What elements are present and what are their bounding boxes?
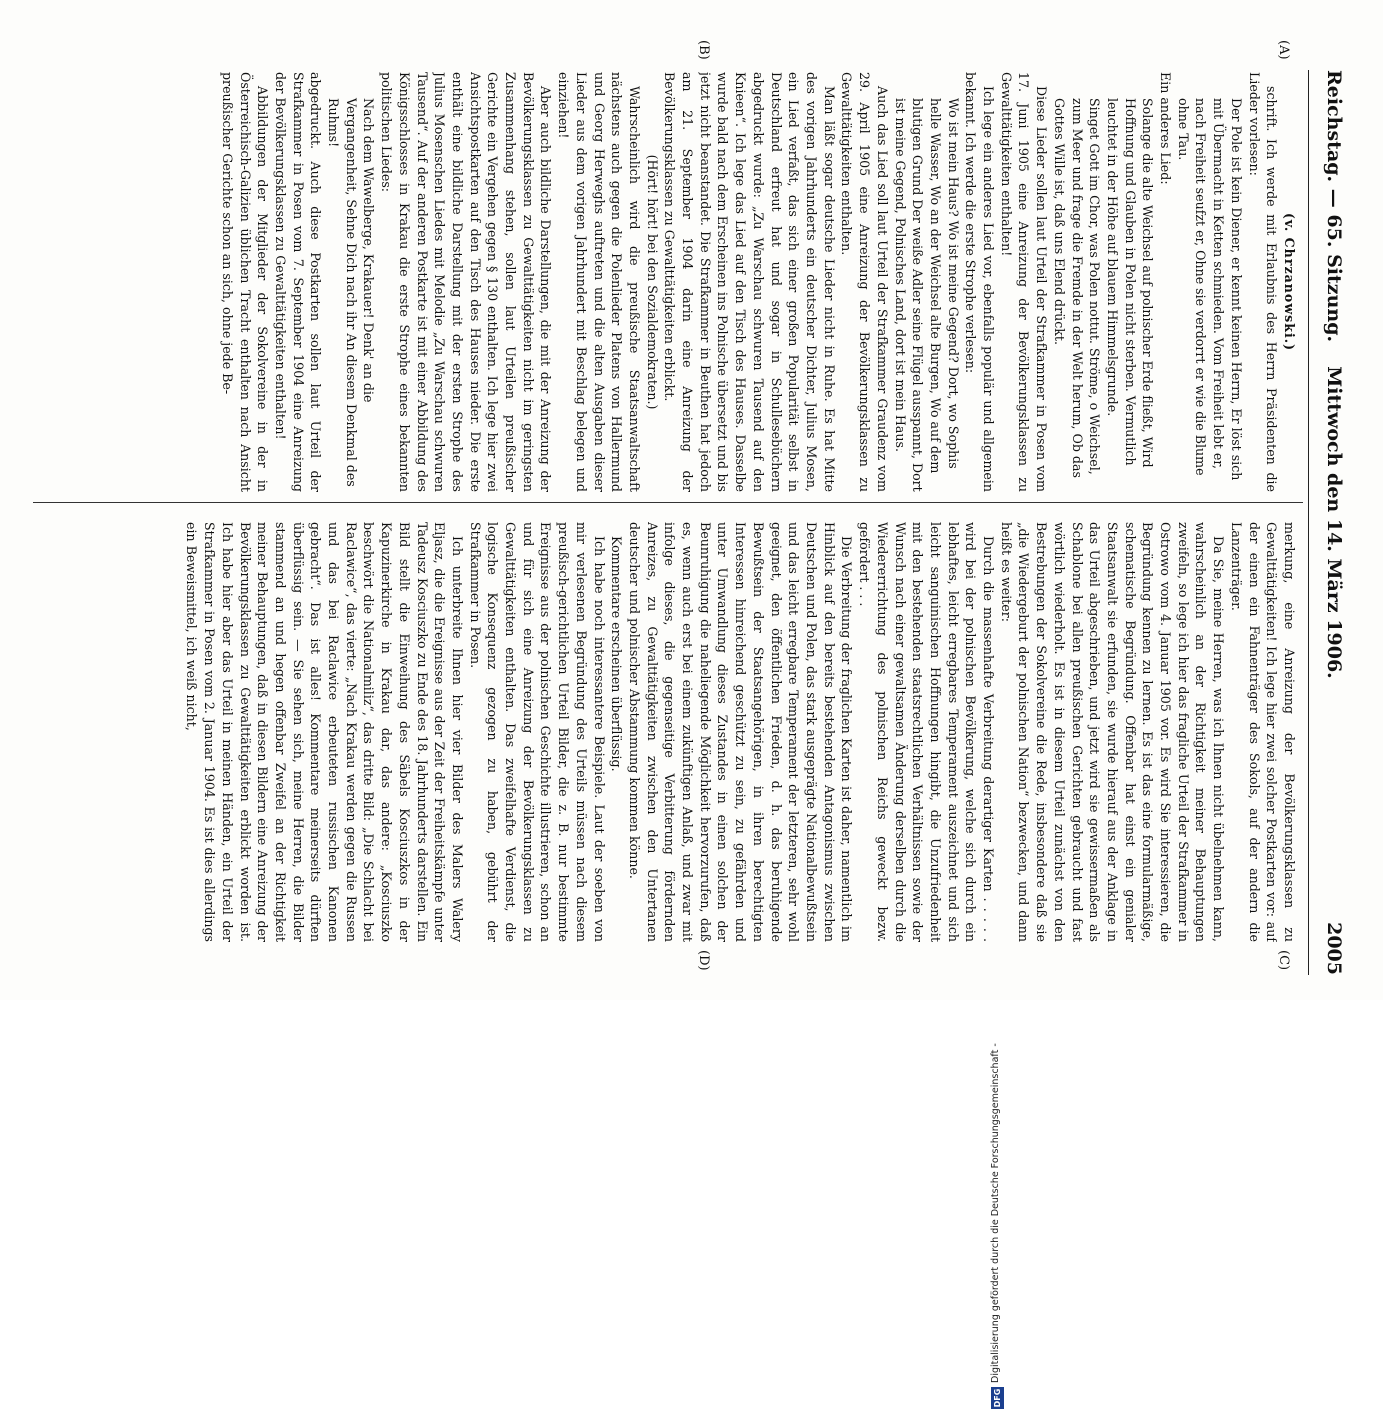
- paragraph: Auch das Lied soll laut Urteil der Strafkammer Graudenz vom 29. April 1905 eine Anreizung der Bevölkerungsklassen zu Gewalttätigkeiten enthalten.: [839, 72, 890, 492]
- paragraph: abgedruckt. Auch diese Postkarten sollen laut Urteil der Strafkammer in Posen vom 7. September 1904 eine Anreizung der Bevölkerungsklassen zu Gewalttätigkeiten enthalten!: [272, 72, 324, 492]
- paragraph: Die Verbreitung der fraglichen Karten ist daher, namentlich im Hinblick auf den bereits bestehenden Antagonismus zwischen Deutschen und Polen, das stark ausgeprägte Nationalbewußtsein und das leicht erregbare Temperament der letzteren, sehr wohl geeignet, den öffentlichen Frieden, d. h. das beruhigende Bewußtsein der Staatsangehörigen, in ihren berechtigten Interessen hinreichend geschützt zu sein, zu gefährden und unter Umwandlung dieses Zustandes in einen solchen der Beunruhigung die naheliegende Möglichkeit hervorzurufen, daß es, wenn auch erst bei einem zukünftigen Anlaß, und zwar mit infolge dieses, die gegenseitige Verbitterung fördernden Anreizes, zu Gewalttätigkeiten zwischen den Untertanen deutscher und polnischer Abstammung kommen könne.: [626, 522, 855, 942]
- margin-mark-d: (D): [696, 950, 711, 971]
- verse-block: Nach dem Wawelberge, Krakauer! Denk' an die Vergangenheit, Sehne Dich nach ihr An diesem Denkmal des Ruhms!: [326, 98, 377, 487]
- speaker-name: (v. Chrzanowski.): [1282, 212, 1297, 352]
- column-divider: [33, 502, 1303, 503]
- paragraph: Diese Lieder sollen laut Urteil der Strafkammer in Posen vom 17. Juni 1905 eine Anreizung der Bevölkerungsklassen zu Gewalttätigkeiten enthalten!: [998, 72, 1050, 492]
- paragraph: Ich lege ein anderes Lied vor, ebenfalls populär und allgemein bekannt. Ich werde die erste Strophe verlesen:: [963, 72, 997, 492]
- paragraph: Ich habe noch interessantere Beispiele. Laut der soeben von mir verlesenen Begründung des Urteils müssen nach diesem preußisch-gerichtlichen Urteil Bilder, die z. B. nur bestimmte Ereignisse aus der polnischen Geschichte illustrieren, schon an und für sich eine Anreizung der Bevölkerungsklassen zu Gewalttätigkeiten enthalten. Das zweifelhafte Verdienst, die logische Konsequenz gezogen zu haben, gebührt der Strafkammer in Posen.: [467, 522, 607, 942]
- footer: [990, 683, 1006, 1408]
- paragraph: schrift. Ich werde mit Erlaubnis des Herrn Präsidenten die Lieder vorlesen:: [1246, 72, 1280, 492]
- left-column: [43, 72, 1298, 492]
- paragraph: Aber auch bildliche Darstellungen, die mit der Anreizung der Bevölkerungsklassen zu Gewalttätigkeiten nicht im geringsten Zusammenhang stehen, sollen laut Urteilen preußischer Gerichte ein Vergehen gegen § 130 enthalten. Ich lege hier zwei Ansichtspostkarten auf den Tisch des Hauses nieder. Die erste enthält eine bildliche Darstellung mit der ersten Strophe des Julius Mosenschen Liedes mit Melodie „Zu Warschau schwuren Tausend“. Auf der anderen Postkarte ist mit einer Abbildung des Königsschlosses in Krakau die erste Strophe eines bekannten politischen Liedes:: [379, 72, 554, 492]
- dfg-logo: DFG: [993, 1388, 1002, 1408]
- paragraph: Abbildungen der Mitglieder der Sokolvereine in der in Österreichisch-Galizien üblichen Tracht enthalten nach Ansicht preußischer Gerichte schon an sich, ohne jede Be-: [219, 72, 271, 492]
- paragraph: Kommentare erscheinen überflüssig.: [609, 536, 625, 772]
- header-rule: [1308, 70, 1309, 975]
- paragraph: Ein anderes Lied:: [1158, 72, 1174, 185]
- verse-block: Wo ist mein Haus? Wo ist meine Gegend? Dort, wo Sophis helle Wasser, Wo an der Weichsel alte Burgen, Wo auf dem blutigen Grund Der weiße Adler seine Flügel ausspannt, Dort ist meine Gegend, Polnisches Land, dort ist mein Haus.: [892, 98, 961, 492]
- page-header: [1313, 70, 1353, 975]
- paragraph: Durch die massenhafte Verbreitung derartiger Karten . . . . . wird bei der polnischen Bevölkerung, welche sich durch ein lebhaftes, leicht erregbares Temperament auszeichnet und sich leicht sanguinischen Hoffnungen hingibt, die Unzufriedenheit mit den bestehenden staatsrechtlichen Verhältnissen sowie der Wunsch nach einer gewaltsamen Änderung derselben durch die Wiedererrichtung des polnischen Reichs geweckt bezw. gefördert . . .: [857, 522, 997, 942]
- footer-credit: Digitalisierung gefördert durch die Deutsche Forschungsgemeinschaft -: [990, 1043, 1001, 1383]
- paragraph: Wahrscheinlich wird die preußische Staatsanwaltschaft nächstens auch gegen die Polenlieder Platens von Hallermund und Georg Herweghs auftreten und die alten Ausgaben dieser Lieder aus dem vorigen Jahrhundert mit Beschlag belegen und einziehen!: [556, 72, 642, 492]
- paragraph: merkung, eine Anreizung der Bevölkerungsklassen zu Gewalttätigkeiten! Ich lege hier zwei solcher Postkarten vor: auf der einen ein Fahnenträger des Sokols, auf der andern die Lanzenträger.: [1228, 522, 1297, 942]
- margin-mark-c: (C): [1276, 950, 1291, 971]
- margin-mark-b: (B): [696, 40, 711, 60]
- paragraph: (Hört! hört! bei den Sozialdemokraten.): [644, 154, 660, 410]
- right-column: [43, 522, 1298, 942]
- page-number: 2005: [1323, 922, 1345, 975]
- verse-block: Solange die alte Weichsel auf polnischer Erde fließt, Wird Hoffnung und Glauben in Polen nicht sterben. Vermutlich leuchtet in der Höhe auf blauem Himmelsgrunde.: [1104, 98, 1156, 468]
- paragraph: Man läßt sogar deutsche Lieder nicht in Ruhe. Es hat Mitte des vorigen Jahrhunderts ein deutscher Dichter, Julius Mosen, ein Lied verfaßt, das sich einer großen Popularität selbst in Deutschland erfreut hat und sogar in Schullesebüchern abgedruckt wurde: „Zu Warschau schwuren Tausend auf den Knieen“. Ich lege das Lied auf den Tisch des Hauses. Dasselbe wurde bald nach dem Erscheinen ins Polnische übersetzt und bis jetzt nicht beanstandet. Die Strafkammer in Beuthen hat jedoch am 21. September 1904 darin eine Anreizung der Bevölkerungsklassen zu Gewalttätigkeiten erblickt.: [662, 72, 837, 492]
- verse-block: Singet Gott im Chor, was Polen nottut. Ströme, o Weichsel, zum Meer und frage die Fremde in der Welt herum, Ob das Gottes Wille ist, daß uns Elend drückt.: [1051, 98, 1103, 478]
- verse-block: Der Pole ist kein Diener, er kennt keinen Herrn, Er löst sich mit Übermacht in Ketten schmieden. Vom Freiheit lebt er, nach Freiheit seufzt er, Ohne sie verdorrt er wie die Blume ohne Tau.: [1175, 98, 1244, 481]
- header-session: Reichstag. — 65. Sitzung.: [1323, 70, 1345, 343]
- paragraph: Da Sie, meine Herren, was ich Ihnen nicht übelnehmen kann, wahrscheinlich an der Richtigkeit meiner Behauptungen zweifeln, so lege ich hier das fragliche Urteil der Strafkammer in Ostrowo vom 4. Januar 1905 vor. Es wird Sie interessieren, die Begründung kennen zu lernen. Es ist das eine formularmäßige, schematische Begründung. Offenbar hat einst ein genialer Staatsanwalt sie erfunden, sie wurde hierauf aus der Anklage in das Urteil abgeschrieben, und jetzt wird sie gewissermaßen als Schablone bei allen preußischen Gerichten gebraucht und fast wörtlich wiederholt. Es ist in diesem Urteil zunächst von den Bestrebungen der Sokolvereine die Rede, insbesondere daß sie „die Wiedergeburt der polnischen Nation“ bezwecken, und dann heißt es weiter:: [998, 522, 1227, 942]
- margin-mark-a: (A): [1276, 40, 1291, 60]
- header-date: Mittwoch den 14. März 1906.: [1323, 366, 1345, 679]
- paragraph: Ich unterbreite Ihnen hier vier Bilder des Malers Walery Eljasz, die die Ereignisse aus der Zeit der Freiheitskämpfe unter Tadeusz Kosciuszko zu Ende des 18. Jahrhunderts darstellen. Ein Bild stellt die Einweihung des Säbels Kosciuszkos in der Kapuzinerkirche in Krakau dar, das andere: „Kosciuszko beschwört die Nationalmiliz“, das dritte Bild: „Die Schlacht bei Raclawice“, das vierte: „Nach Krakau werden gegen die Russen und das bei Raclawice erbeuteten russischen Kanonen gebracht“. Das ist alles! Kommentare meinerseits dürften überflüssig sein. — Sie sehen sich, meine Herren, die Bilder stammend an und hegen offenbar Zweifel an der Richtigkeit meiner Behauptungen, daß in diesen Bildern eine Anreizung der Bevölkerungsklassen zu Gewalttätigkeiten erblickt worden ist. Ich habe hier aber das Urteil in meinen Händen, ein Urteil der Strafkammer in Posen vom 2. Januar 1904. Es ist dies allerdings ein Beweismittel, ich weiß nicht,: [184, 522, 465, 942]
